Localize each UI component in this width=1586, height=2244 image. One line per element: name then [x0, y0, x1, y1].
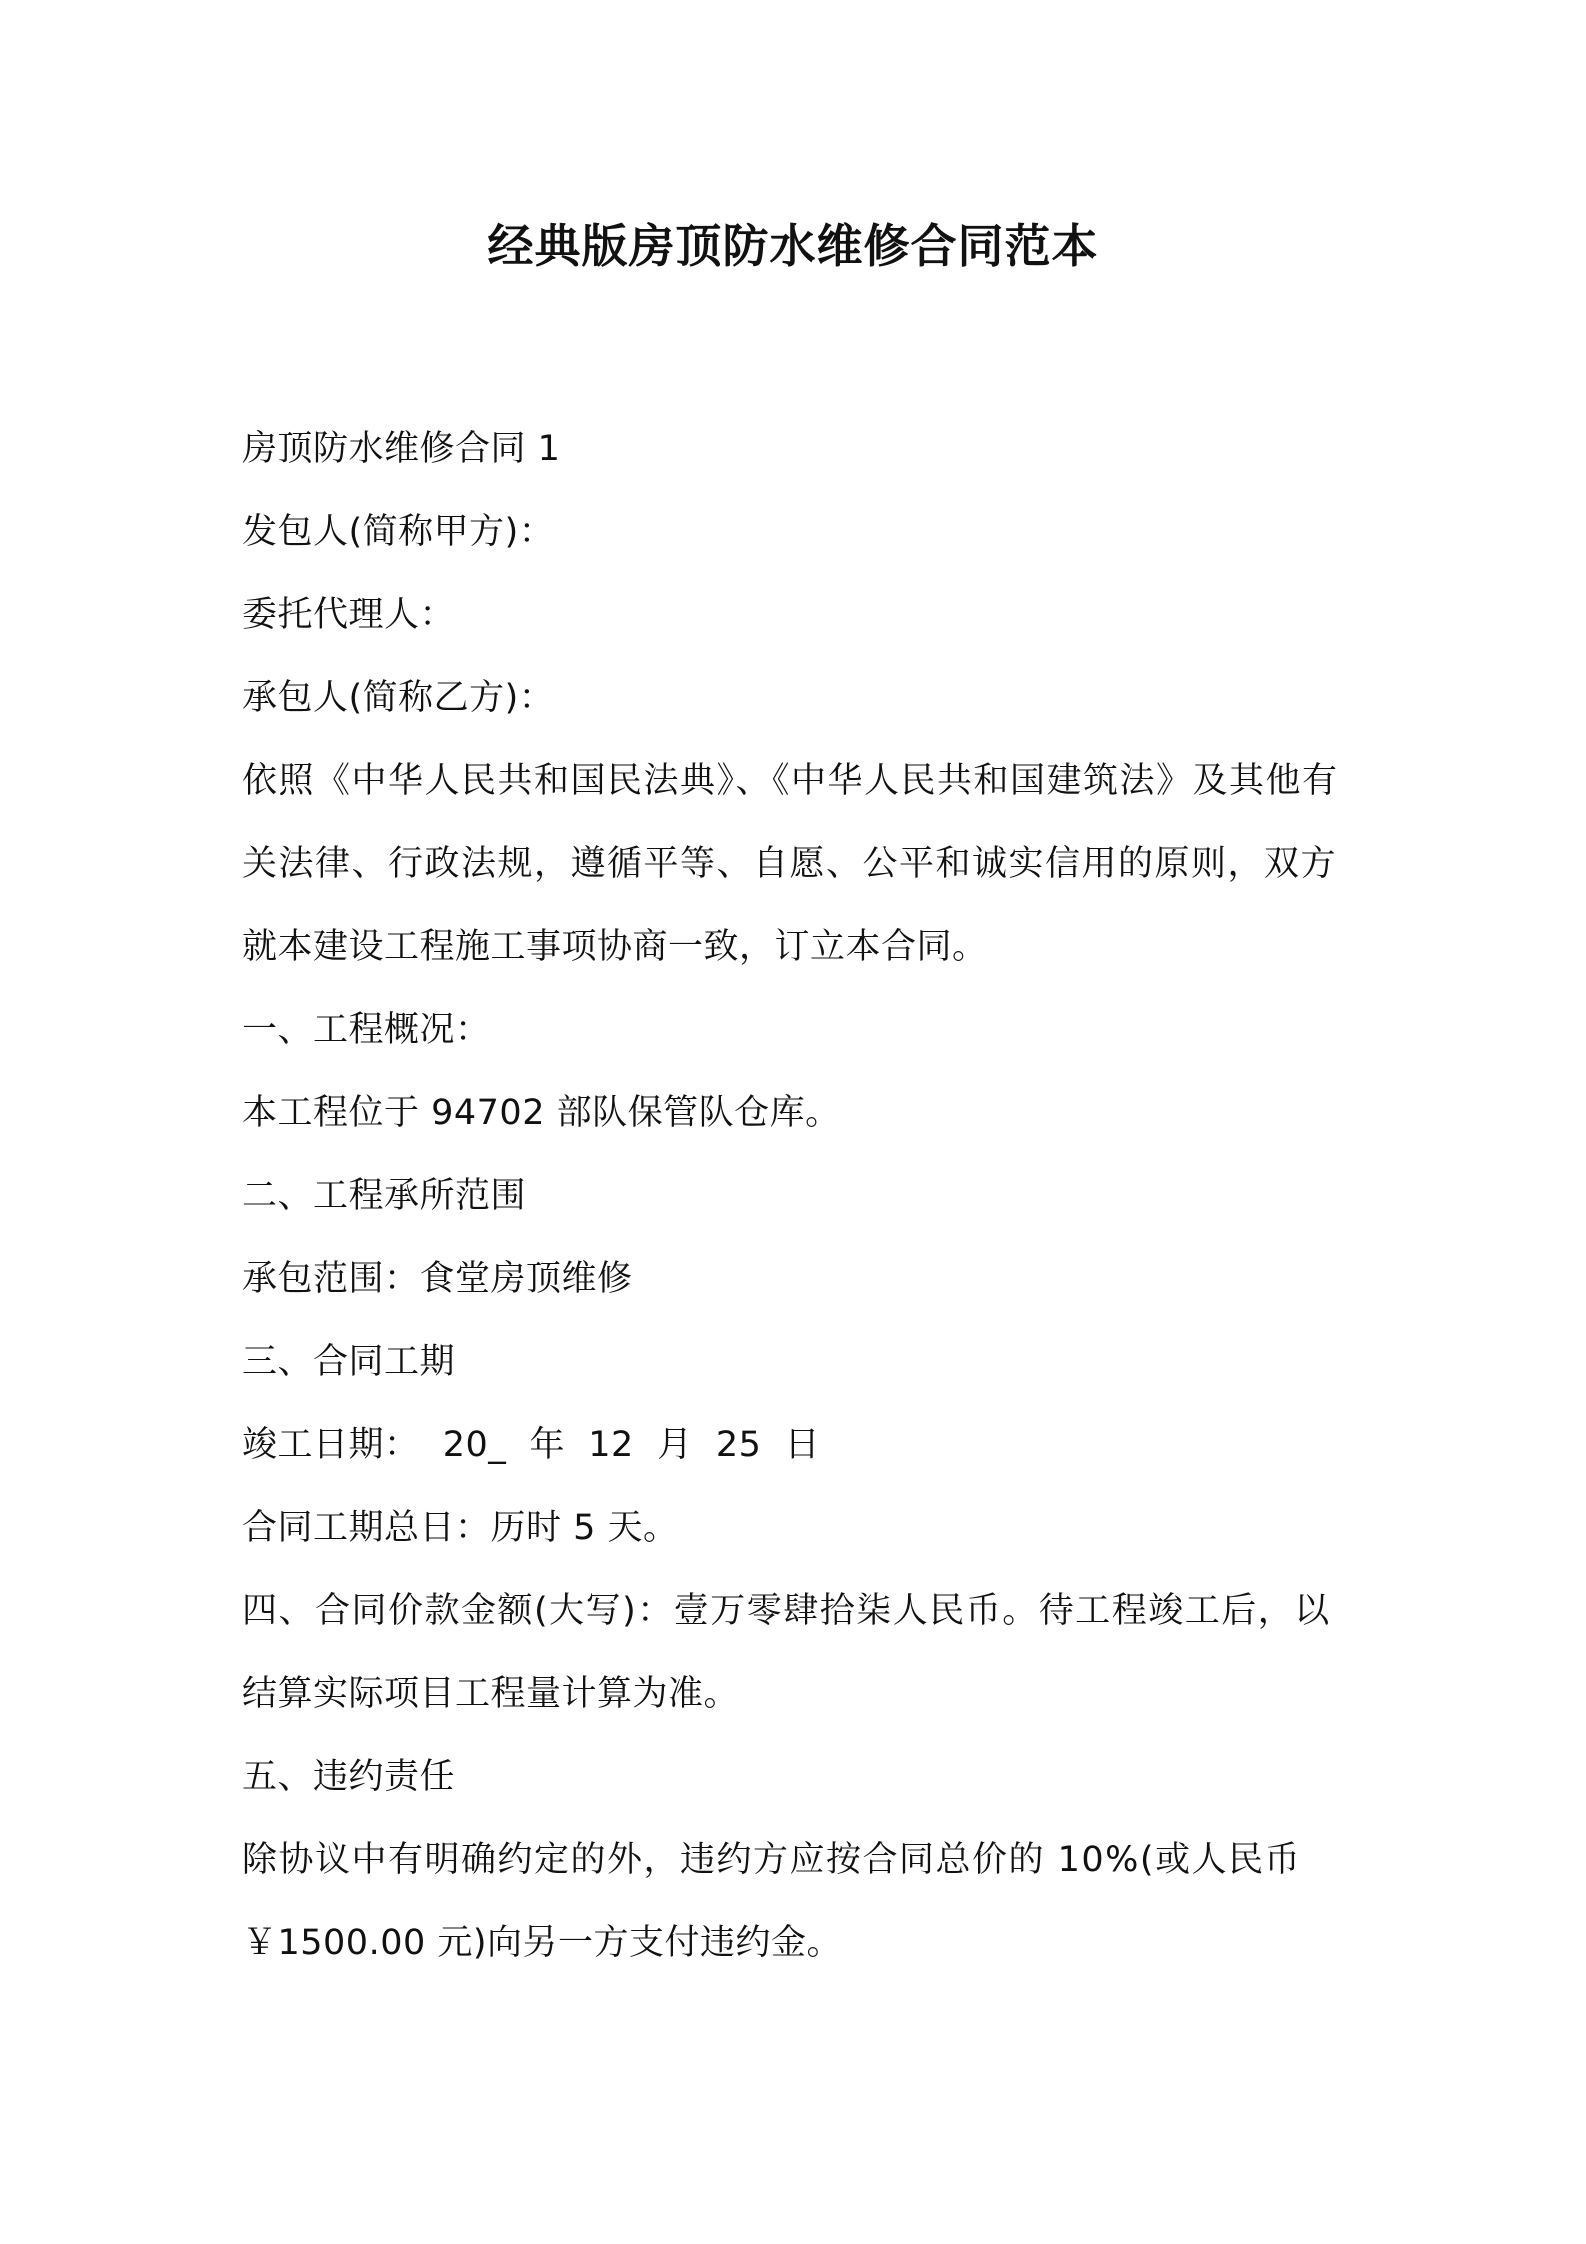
section-heading-2: 二、工程承所范围 — [242, 1176, 527, 1216]
section-heading-1: 一、工程概况： — [242, 1010, 491, 1050]
paragraph-line: ￥1500.00 元)向另一方支付违约金。 — [242, 1923, 843, 1963]
paragraph-line: 依照《中华人民共和国民法典》、《中华人民共和国建筑法》及其他有 — [242, 761, 1339, 801]
party-b-line: 承包人(简称乙方)： — [242, 678, 555, 718]
paragraph-line: 本工程位于 94702 部队保管队仓库。 — [242, 1093, 841, 1133]
paragraph-line: 就本建设工程施工事项协商一致，订立本合同。 — [242, 927, 988, 967]
section-heading-5: 五、违约责任 — [242, 1757, 456, 1797]
paragraph-line: 除协议中有明确约定的外，违约方应按合同总价的 10%(或人民币 — [242, 1840, 1302, 1880]
section-heading-4: 四、合同价款金额(大写)：壹万零肆拾柒人民币。待工程竣工后，以 — [242, 1591, 1331, 1631]
paragraph-line: 关法律、行政法规，遵循平等、自愿、公平和诚实信用的原则，双方 — [242, 844, 1338, 884]
paragraph-line: 合同工期总日：历时 5 天。 — [242, 1508, 679, 1548]
contract-heading: 房顶防水维修合同 1 — [242, 429, 561, 469]
agent-line: 委托代理人： — [242, 595, 456, 635]
party-a-line: 发包人(简称甲方)： — [242, 512, 555, 552]
completion-date-line: 竣工日期： 20_ 年 12 月 25 日 — [242, 1425, 821, 1465]
document-title: 经典版房顶防水维修合同范本 — [487, 219, 1099, 273]
paragraph-line: 结算实际项目工程量计算为准。 — [242, 1674, 740, 1714]
section-heading-3: 三、合同工期 — [242, 1342, 456, 1382]
document-body — [242, 408, 1362, 1985]
paragraph-line: 承包范围：食堂房顶维修 — [242, 1259, 633, 1299]
